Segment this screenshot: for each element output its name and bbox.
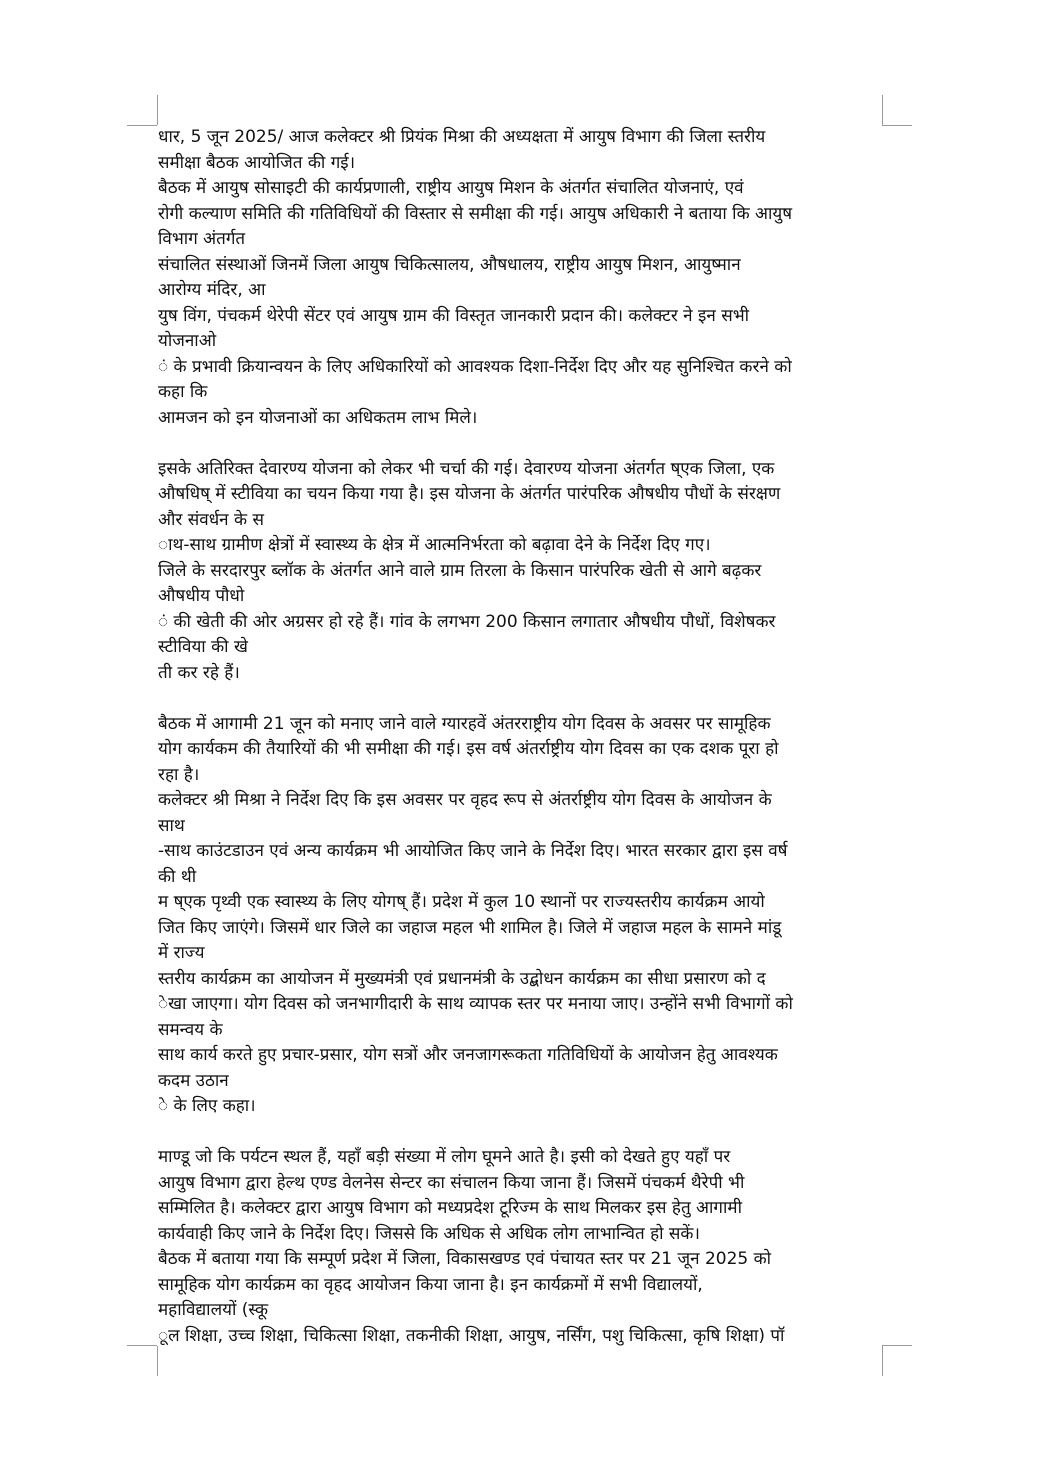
- text-line: ाथ-साथ ग्रामीण क्षेत्रों में स्वास्थ्य के क्षेत्र में आत्मनिर्भरता को बढ़ावा देने के निर्देश दिए गए।: [158, 535, 711, 555]
- text-line: स्टीविया की खे: [158, 637, 248, 657]
- text-line: सम्मिलित है। कलेक्टर द्वारा आयुष विभाग को मध्यप्रदेश टूरिज्म के साथ मिलकर इस हेतु आगामी: [158, 1198, 742, 1218]
- text-line: जित किए जाएंगे। जिसमें धार जिले का जहाज महल भी शामिल है। जिले में जहाज महल के सामने मांडू: [158, 917, 782, 938]
- text-line: -साथ काउंटडाउन एवं अन्य कार्यक्रम भी आयोजित किए जाने के निर्देश दिए। भारत सरकार द्वारा इस वर्ष: [158, 841, 788, 861]
- text-line: समन्वय के: [158, 1019, 223, 1040]
- crop-mark-bottom-left-v: [157, 1346, 158, 1376]
- text-line: माण्डू जो कि पर्यटन स्थल हैं, यहाँ बड़ी संख्या में लोग घूमने आते है। इसी को देखते हुए यहाँ पर: [158, 1147, 731, 1167]
- text-line: बैठक में आयुष सोसाइटी की कार्यप्रणाली, राष्ट्रीय आयुष मिशन के अंतर्गत संचालित योजनाएं, एवं: [158, 178, 744, 198]
- paragraph-spacer: [158, 431, 880, 457]
- text-line: की थी: [158, 866, 197, 887]
- text-line: रहा है।: [158, 764, 200, 785]
- text-line: बैठक में आगामी 21 जून को मनाए जाने वाले ग्यारहवें अंतरराष्ट्रीय योग दिवस के अवसर पर सामूहिक: [158, 713, 771, 734]
- text-line: आरोग्य मंदिर, आ: [158, 280, 266, 300]
- text-line: रोगी कल्याण समिति की गतिविधियों की विस्तार से समीक्षा की गई। आयुष अधिकारी ने बताया कि आयुष: [158, 203, 793, 224]
- text-line: ती कर रहे हैं।: [158, 662, 240, 683]
- text-line: संचालित संस्थाओं जिनमें जिला आयुष चिकित्सालय, औषधालय, राष्ट्रीय आयुष मिशन, आयुष्मान: [158, 254, 741, 275]
- text-line: ं के प्रभावी क्रियान्वयन के लिए अधिकारियों को आवश्यक दिशा-निर्देश दिए और यह सुनिश्चित करने को: [158, 356, 792, 377]
- text-line: इसके अतिरिक्त देवारण्य योजना को लेकर भी चर्चा की गई। देवारण्य योजना अंतर्गत ष्एक जिला, एक: [158, 458, 775, 479]
- text-line: साथ: [158, 815, 185, 836]
- text-line: और संवर्धन के स: [158, 509, 264, 530]
- text-line: ूल शिक्षा, उच्च शिक्षा, चिकित्सा शिक्षा, तकनीकी शिक्षा, आयुष, नर्सिंग, पशु चिकित्सा, कृषि शिक्षा) पॉ: [158, 1325, 785, 1346]
- text-line: धार, 5 जून 2025/ आज कलेक्टर श्री प्रियंक मिश्रा की अध्यक्षता में आयुष विभाग की जिला स्तरीय: [158, 127, 766, 147]
- crop-mark-bottom-left-h: [127, 1345, 157, 1346]
- paragraph-spacer: [158, 1120, 880, 1146]
- text-line: ं की खेती की ओर अग्रसर हो रहे हैं। गांव के लगभग 200 किसान लगातार औषधीय पौधों, विशेषकर: [158, 611, 776, 632]
- text-line: योजनाओ: [158, 331, 217, 351]
- text-line: कार्यवाही किए जाने के निर्देश दिए। जिससे कि अधिक से अधिक लोग लाभान्वित हो सकें।: [158, 1223, 700, 1244]
- text-line: म ष्एक पृथ्वी एक स्वास्थ्य के लिए योगष् हैं। प्रदेश में कुल 10 स्थानों पर राज्यस्तरीय कार्यक्रम आयो: [158, 892, 765, 912]
- crop-mark-top-left-h: [127, 125, 157, 126]
- text-line: साथ कार्य करते हुए प्रचार-प्रसार, योग सत्रों और जनजागरूकता गतिविधियों के आयोजन हेतु आवश्यक: [158, 1045, 778, 1065]
- crop-mark-top-left-v: [157, 95, 158, 125]
- text-line: े के लिए कहा।: [158, 1096, 256, 1116]
- crop-mark-top-right-v: [882, 95, 883, 125]
- text-line: आमजन को इन योजनाओं का अधिकतम लाभ मिले।: [158, 407, 478, 428]
- text-line: समीक्षा बैठक आयोजित की गई।: [158, 152, 356, 173]
- text-line: औषधिष् में स्टीविया का चयन किया गया है। इस योजना के अंतर्गत पारंपरिक औषधीय पौधों के संरक्षण: [158, 484, 781, 504]
- paragraph-spacer: [158, 686, 880, 712]
- crop-mark-bottom-right-h: [882, 1345, 912, 1346]
- paragraph-collector-review: [158, 125, 880, 431]
- text-line: में राज्य: [158, 943, 205, 963]
- crop-mark-top-right-h: [882, 125, 912, 126]
- paragraph-mandu-wellness: [158, 1145, 880, 1349]
- paragraph-yoga-day: [158, 712, 880, 1120]
- crop-mark-bottom-right-v: [882, 1346, 883, 1376]
- text-line: बैठक में बताया गया कि सम्पूर्ण प्रदेश में जिला, विकासखण्ड एवं पंचायत स्तर पर 21 जून 2025 को: [158, 1249, 772, 1269]
- paragraph-devaranya-scheme: [158, 457, 880, 687]
- document-body: [158, 125, 880, 1349]
- text-line: कहा कि: [158, 382, 208, 402]
- text-line: जिले के सरदारपुर ब्लॉक के अंतर्गत आने वाले ग्राम तिरला के किसान पारंपरिक खेती से आगे बढ़कर: [158, 560, 762, 581]
- text-line: युष विंग, पंचकर्म थेरेपी सेंटर एवं आयुष ग्राम की विस्तृत जानकारी प्रदान की। कलेक्टर ने इन सभी: [158, 305, 750, 326]
- text-line: सामूहिक योग कार्यक्रम का वृहद आयोजन किया जाना है। इन कार्यक्रमों में सभी विद्यालयों,: [158, 1274, 703, 1295]
- text-line: स्तरीय कार्यक्रम का आयोजन में मुख्यमंत्री एवं प्रधानमंत्री के उद्बोधन कार्यक्रम का सीधा प्रसारण को द: [158, 968, 766, 989]
- text-line: महाविद्यालयों (स्कू: [158, 1300, 269, 1320]
- text-line: आयुष विभाग द्वारा हेल्थ एण्ड वेलनेस सेन्टर का संचालन किया जाना हैं। जिसमें पंचकर्म थैरेपी भी: [158, 1172, 745, 1193]
- text-line: विभाग अंतर्गत: [158, 229, 246, 249]
- text-line: औषधीय पौधो: [158, 586, 245, 606]
- text-line: कदम उठान: [158, 1070, 229, 1091]
- text-line: योग कार्यकम की तैयारियों की भी समीक्षा की गई। इस वर्ष अंतर्राष्ट्रीय योग दिवस का एक दशक पूरा हो: [158, 739, 779, 759]
- text-line: कलेक्टर श्री मिश्रा ने निर्देश दिए कि इस अवसर पर वृहद रूप से अंतर्राष्ट्रीय योग दिवस के आयोजन के: [158, 790, 772, 810]
- text-line: ेखा जाएगा। योग दिवस को जनभागीदारी के साथ व्यापक स्तर पर मनाया जाए। उन्होंने सभी विभागों को: [158, 994, 793, 1014]
